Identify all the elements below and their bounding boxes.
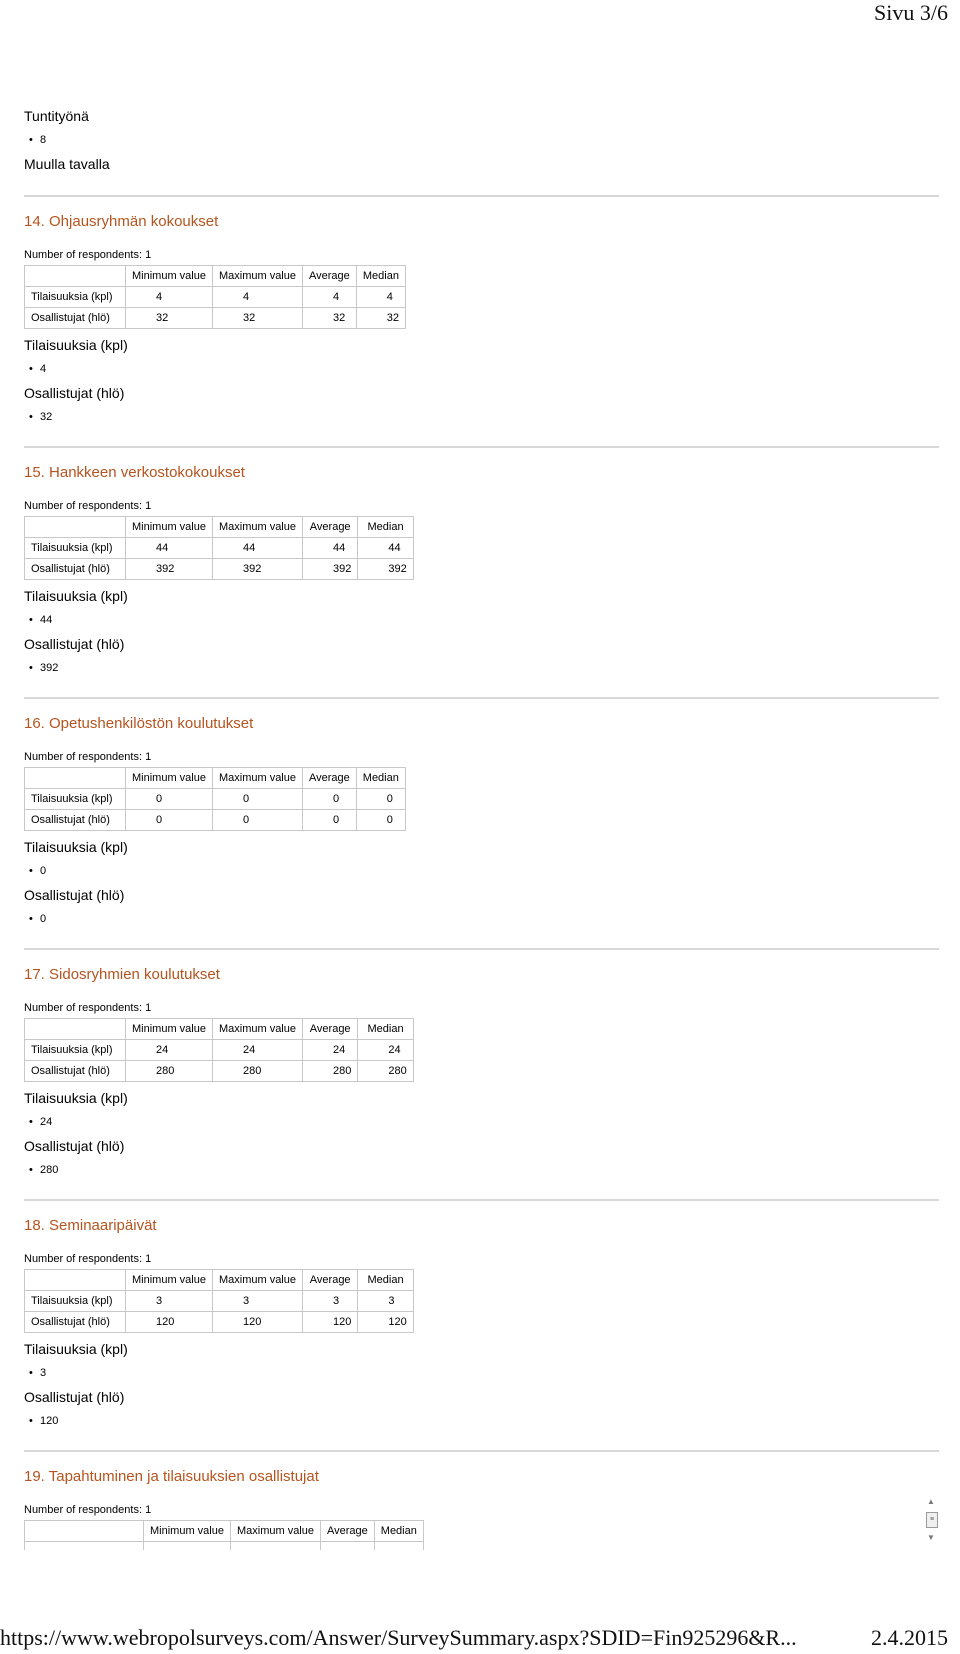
table-header-row [25,768,406,789]
table-row [25,538,414,559]
row-label: Osallistujat (hlö) [25,810,126,831]
respondent-count: Number of respondents: 1 [24,1504,152,1516]
cell-median: 0 [356,810,405,831]
cell-max: 392 [212,559,302,580]
table-row [25,559,414,580]
intro-label-tuntityona: Tuntityönä [24,108,89,124]
header-median: Median [358,1019,413,1040]
stats-table [24,1269,414,1333]
page-number: Sivu 3/6 [874,0,948,25]
section-title: 17. Sidosryhmien koulutukset [24,966,220,983]
section-divider [24,697,939,699]
sub-value: • 32 [24,411,52,423]
section-title: 16. Opetushenkilöstön koulutukset [24,715,254,732]
cell-max: 44 [212,538,302,559]
cell-max: 0 [212,810,302,831]
section-15 [24,446,939,696]
table-row [25,789,406,810]
section-title: 15. Hankkeen verkostokokoukset [24,464,245,481]
table-header-row [25,1521,424,1542]
sub-label: Tilaisuuksia (kpl) [24,839,128,855]
stats-table [24,1520,424,1550]
respondent-count: Number of respondents: 1 [24,500,152,512]
header-median: Median [356,768,405,789]
cell-min: 120 [126,1312,213,1333]
header-min: Minimum value [144,1521,231,1542]
section-title: 14. Ohjausryhmän kokoukset [24,213,219,230]
cell-median: 32 [356,308,405,329]
cell-min: 4 [126,287,213,308]
header-median: Median [358,1270,413,1291]
cell-max: 120 [212,1312,302,1333]
sub-label: Tilaisuuksia (kpl) [24,588,128,604]
cell-median [374,1542,423,1551]
cell-median: 24 [358,1040,413,1061]
row-label: Tilaisuuksia (kpl) [25,287,126,308]
table-header-row [25,266,406,287]
cell-min: 24 [126,1040,213,1061]
header-max: Maximum value [212,1270,302,1291]
cell-median: 3 [358,1291,413,1312]
cell-average: 392 [303,559,358,580]
header-min: Minimum value [126,768,213,789]
header-max: Maximum value [212,768,302,789]
cell-average: 32 [303,308,357,329]
cell-average: 4 [303,287,357,308]
cell-average: 3 [303,1291,358,1312]
cell-median: 280 [358,1061,413,1082]
cell-median: 44 [358,538,413,559]
cell-min: 280 [126,1061,213,1082]
scroll-up-arrow-icon[interactable]: ▲ [927,1497,935,1506]
header-max: Maximum value [230,1521,320,1542]
sub-value: • 280 [24,1164,58,1176]
section-16 [24,697,939,947]
sub-label: Osallistujat (hlö) [24,636,125,652]
section-17 [24,948,939,1198]
row-label [25,1542,144,1551]
sub-value: • 120 [24,1415,58,1427]
sub-label: Osallistujat (hlö) [24,1138,125,1154]
header-min: Minimum value [126,1270,213,1291]
stats-table [24,516,414,580]
respondent-count: Number of respondents: 1 [24,751,152,763]
row-label: Tilaisuuksia (kpl) [25,789,126,810]
cell-median: 120 [358,1312,413,1333]
scroll-thumb[interactable]: ≡ [926,1512,938,1528]
table-row [25,1542,424,1551]
table-header-row [25,517,414,538]
sub-value: • 44 [24,614,52,626]
cell-median: 4 [356,287,405,308]
section-divider [24,195,939,197]
table-row [25,308,406,329]
sub-value: • 4 [24,363,46,375]
cell-max: 0 [212,789,302,810]
sub-value: • 3 [24,1367,46,1379]
header-average: Average [303,266,357,287]
header-max: Maximum value [212,517,302,538]
sub-label: Tilaisuuksia (kpl) [24,337,128,353]
respondent-count: Number of respondents: 1 [24,1253,152,1265]
table-header-row [25,1270,414,1291]
row-label: Tilaisuuksia (kpl) [25,1291,126,1312]
header-blank [25,1270,126,1291]
section-14 [24,195,939,445]
section-19 [24,1450,939,1550]
sub-value: • 0 [24,865,46,877]
cell-max [230,1542,320,1551]
section-divider [24,1199,939,1201]
cell-average [321,1542,375,1551]
cell-average: 120 [303,1312,358,1333]
row-label: Osallistujat (hlö) [25,559,126,580]
header-blank [25,768,126,789]
cell-average: 24 [303,1040,358,1061]
cell-max: 3 [212,1291,302,1312]
table-row [25,287,406,308]
cell-min: 32 [126,308,213,329]
sub-label: Osallistujat (hlö) [24,385,125,401]
header-median: Median [358,517,413,538]
header-blank [25,517,126,538]
header-max: Maximum value [212,266,302,287]
table-row [25,1312,414,1333]
cell-max: 280 [212,1061,302,1082]
sub-label: Tilaisuuksia (kpl) [24,1341,128,1357]
row-label: Tilaisuuksia (kpl) [25,1040,126,1061]
header-min: Minimum value [126,266,213,287]
scrollbar[interactable] [925,1497,938,1543]
header-average: Average [303,768,357,789]
cell-min: 3 [126,1291,213,1312]
stats-table [24,265,406,329]
header-min: Minimum value [126,1019,213,1040]
sub-label: Tilaisuuksia (kpl) [24,1090,128,1106]
header-average: Average [321,1521,375,1542]
table-row [25,1040,414,1061]
header-blank [25,1019,126,1040]
cell-average: 0 [303,810,357,831]
sub-label: Osallistujat (hlö) [24,1389,125,1405]
scroll-down-arrow-icon[interactable]: ▼ [927,1533,935,1542]
row-label: Osallistujat (hlö) [25,1312,126,1333]
cell-min [144,1542,231,1551]
footer-date: 2.4.2015 [871,1625,948,1650]
sub-value: • 0 [24,913,46,925]
intro-value: • 8 [24,134,46,146]
cell-median: 0 [356,789,405,810]
header-median: Median [356,266,405,287]
respondent-count: Number of respondents: 1 [24,249,152,261]
section-title: 18. Seminaaripäivät [24,1217,157,1234]
row-label: Tilaisuuksia (kpl) [25,538,126,559]
header-average: Average [303,1019,358,1040]
table-header-row [25,1019,414,1040]
stats-table [24,767,406,831]
footer-url: https://www.webropolsurveys.com/Answer/SurveySummary.aspx?SDID=Fin925296&R... [0,1625,797,1650]
cell-max: 32 [212,308,302,329]
respondent-count: Number of respondents: 1 [24,1002,152,1014]
header-median: Median [374,1521,423,1542]
table-row [25,1061,414,1082]
row-label: Osallistujat (hlö) [25,1061,126,1082]
cell-max: 4 [212,287,302,308]
row-label: Osallistujat (hlö) [25,308,126,329]
header-average: Average [303,517,358,538]
stats-table [24,1018,414,1082]
cell-min: 392 [126,559,213,580]
cell-average: 44 [303,538,358,559]
header-blank [25,266,126,287]
section-divider [24,948,939,950]
cell-min: 44 [126,538,213,559]
section-divider [24,1450,939,1452]
table-row [25,1291,414,1312]
cell-max: 24 [212,1040,302,1061]
section-18 [24,1199,939,1449]
header-blank [25,1521,144,1542]
intro-label-muulla: Muulla tavalla [24,156,110,172]
sub-value: • 24 [24,1116,52,1128]
section-title: 19. Tapahtuminen ja tilaisuuksien osallistujat [24,1468,319,1485]
cell-min: 0 [126,810,213,831]
cell-average: 0 [303,789,357,810]
sub-label: Osallistujat (hlö) [24,887,125,903]
sub-value: • 392 [24,662,58,674]
cell-min: 0 [126,789,213,810]
cell-median: 392 [358,559,413,580]
header-max: Maximum value [212,1019,302,1040]
header-average: Average [303,1270,358,1291]
table-row [25,810,406,831]
header-min: Minimum value [126,517,213,538]
cell-average: 280 [303,1061,358,1082]
section-divider [24,446,939,448]
